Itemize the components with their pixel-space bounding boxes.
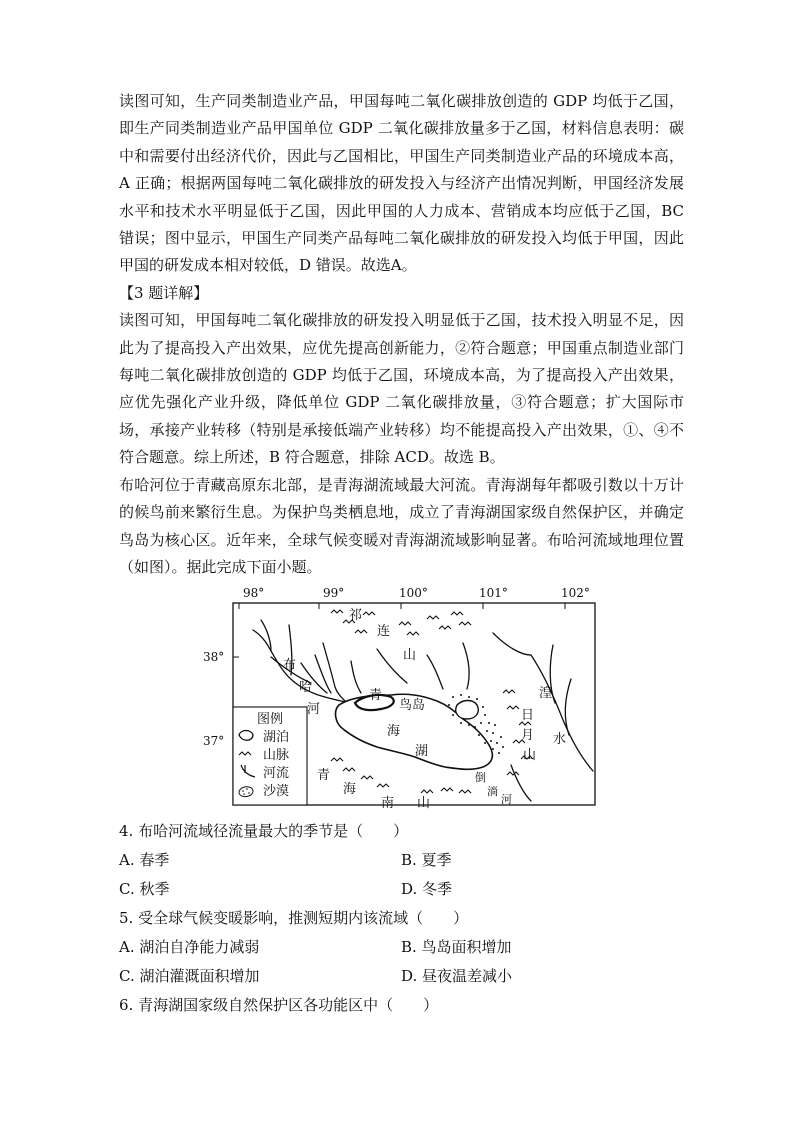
label-riyue-2: 月 [521,728,535,744]
label-riyue-3: 山 [523,748,537,764]
label-qilian-3: 山 [403,648,417,664]
east-lake-shape [456,701,479,720]
buha-river-map [203,585,611,817]
question-4 [119,817,684,904]
legend-mountain-label: 山脉 [263,748,290,764]
explanation-paragraph-2: 读图可知，生产同类制造业产品，甲国每吨二氧化碳排放创造的 GDP 均低于乙国，即生产同类制造业产品甲国单位 GDP 二氧化碳排放量多于乙国，材料信息表明：碳中和需要付出经济代价，因此与乙国相比，甲国生产同类制造业产品的环境成本高，A 正确；根据两国每吨二氧化碳排放的研发投入与经济产出情况判断，甲国经济发展水平和技术水平明显低于乙国，因此甲国的人力成本、营销成本均应低于乙国，BC 错误；图中显示，甲国生产同类产品每吨二氧化碳排放的研发投入均低于甲国，因此甲国的研发成本相对较低，D 错误。故选A。 [119,92,684,275]
label-qilian-2: 连 [377,624,391,640]
label-lake-2: 海 [387,724,401,740]
question-5 [119,904,684,991]
question-4-option-b: B. 夏季 [401,851,452,870]
label-lake-3: 湖 [415,744,429,760]
label-huang-1: 湟 [539,686,553,702]
label-qhns-4: 山 [417,796,431,812]
question-4-row-2 [119,875,684,904]
question-6-stem: 6. 青海湖国家级自然保护区各功能区中（ ） [119,996,439,1015]
label-buha-2: 哈 [299,680,313,696]
material-paragraph: 布哈河位于青藏高原东北部，是青海湖流域最大河流。青海湖每年都吸引数以十万计的候鸟前来繁衍生息。为保护鸟类栖息地，成立了青海湖国家级自然保护区，并确定鸟岛为核心区。近年来，全球气候变暖对青海湖流域影响显著。布哈河流域地理位置（如图）。据此完成下面小题。 [119,475,684,576]
legend-river-label: 河流 [263,766,290,782]
lon-tick-98: 98° [243,586,265,601]
section-heading-q3: 【3 题详解】 [119,283,209,302]
label-daotang-3: 河 [501,793,512,807]
map-legend [233,707,307,805]
label-qhns-2: 海 [343,782,357,798]
label-buha-3: 河 [307,702,321,718]
legend-lake-label: 湖泊 [263,730,290,746]
question-5-option-b: B. 鸟岛面积增加 [401,938,512,957]
lon-tick-99: 99° [323,586,345,601]
label-lake-1: 青 [369,688,383,704]
question-4-stem: 4. 布哈河流域径流量最大的季节是（ ） [119,822,409,841]
legend-desert-label: 沙漠 [263,784,290,800]
label-qhns-1: 青 [317,768,331,784]
question-4-option-c: C. 秋季 [119,880,170,899]
question-5-row-2 [119,962,684,991]
label-bird-island: 鸟岛 [399,698,426,714]
lat-tick-37: 37° [203,734,225,749]
question-5-option-d: D. 昼夜温差减小 [401,967,513,986]
label-huang-2: 水 [553,732,567,748]
question-5-option-a: A. 湖泊自净能力减弱 [119,938,260,957]
explanation-paragraph-3: 读图可知，甲国每吨二氧化碳排放的研发投入明显低于乙国，技术投入明显不足，因此为了提高投入产出效果，应优先提高创新能力，②符合题意；甲国重点制造业部门每吨二氧化碳排放创造的 GDP 均低于乙国，环境成本高，为了提高投入产出效果，应优先强化产业升级，降低单位 GDP 二氧化碳排放量，③符合题意；扩大国际市场，承接产业转移（特别是承接低端产业转移）均不能提高投入产出效果，①、④不符合题意。综上所述，B 符合题意，排除 ACD。故选 B。 [119,311,684,467]
lon-tick-102: 102° [561,586,590,601]
question-5-option-c: C. 湖泊灌溉面积增加 [119,967,260,986]
question-4-row-1 [119,846,684,875]
label-daotang-1: 倒 [475,771,486,785]
lon-tick-100: 100° [399,586,428,601]
label-qilian-1: 祁 [349,608,363,624]
label-qhns-3: 南 [381,796,395,812]
legend-title: 图例 [257,712,284,728]
document-page [119,88,684,1020]
label-riyue-1: 日 [521,708,535,724]
question-4-option-d: D. 冬季 [401,880,453,899]
label-daotang-2: 淌 [487,785,498,799]
question-5-row-1 [119,933,684,962]
lon-tick-101: 101° [479,586,508,601]
lat-tick-38: 38° [203,650,225,665]
question-4-option-a: A. 春季 [119,851,170,870]
label-buha-1: 布 [283,658,297,674]
question-5-stem: 5. 受全球气候变暖影响，推测短期内该流域（ ） [119,909,469,928]
